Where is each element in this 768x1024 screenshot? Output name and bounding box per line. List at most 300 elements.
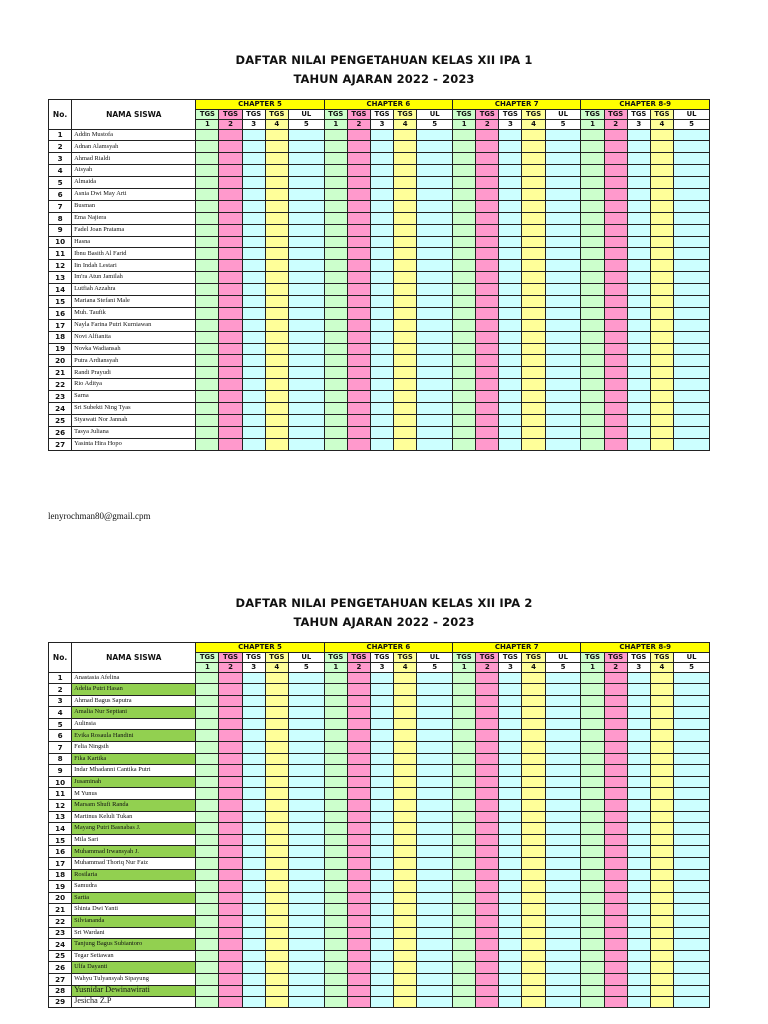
score-cell[interactable]	[581, 236, 604, 248]
score-cell[interactable]	[604, 295, 627, 307]
score-cell[interactable]	[674, 996, 710, 1007]
score-cell[interactable]	[476, 973, 499, 985]
score-cell[interactable]	[674, 695, 710, 707]
score-cell[interactable]	[650, 272, 673, 284]
score-cell[interactable]	[545, 272, 581, 284]
score-cell[interactable]	[288, 295, 324, 307]
score-cell[interactable]	[627, 260, 650, 272]
score-cell[interactable]	[324, 260, 347, 272]
score-cell[interactable]	[650, 129, 673, 141]
score-cell[interactable]	[394, 858, 417, 870]
score-cell[interactable]	[476, 730, 499, 742]
score-cell[interactable]	[265, 834, 288, 846]
score-cell[interactable]	[370, 307, 393, 319]
score-cell[interactable]	[219, 869, 242, 881]
score-cell[interactable]	[627, 367, 650, 379]
score-cell[interactable]	[242, 962, 265, 974]
score-cell[interactable]	[545, 742, 581, 754]
score-cell[interactable]	[265, 402, 288, 414]
score-cell[interactable]	[324, 402, 347, 414]
score-cell[interactable]	[219, 331, 242, 343]
score-cell[interactable]	[650, 319, 673, 331]
score-cell[interactable]	[324, 927, 347, 939]
score-cell[interactable]	[324, 177, 347, 189]
score-cell[interactable]	[242, 950, 265, 962]
score-cell[interactable]	[522, 858, 545, 870]
score-cell[interactable]	[242, 858, 265, 870]
score-cell[interactable]	[581, 823, 604, 835]
score-cell[interactable]	[242, 236, 265, 248]
score-cell[interactable]	[265, 881, 288, 893]
score-cell[interactable]	[522, 811, 545, 823]
score-cell[interactable]	[581, 881, 604, 893]
score-cell[interactable]	[499, 846, 522, 858]
score-cell[interactable]	[499, 414, 522, 426]
score-cell[interactable]	[476, 765, 499, 777]
score-cell[interactable]	[499, 438, 522, 450]
score-cell[interactable]	[347, 788, 370, 800]
score-cell[interactable]	[288, 753, 324, 765]
score-cell[interactable]	[288, 950, 324, 962]
score-cell[interactable]	[219, 823, 242, 835]
score-cell[interactable]	[370, 391, 393, 403]
score-cell[interactable]	[417, 892, 453, 904]
score-cell[interactable]	[394, 776, 417, 788]
score-cell[interactable]	[674, 742, 710, 754]
score-cell[interactable]	[288, 800, 324, 812]
score-cell[interactable]	[581, 391, 604, 403]
score-cell[interactable]	[265, 319, 288, 331]
score-cell[interactable]	[394, 915, 417, 927]
score-cell[interactable]	[476, 834, 499, 846]
score-cell[interactable]	[604, 188, 627, 200]
score-cell[interactable]	[604, 165, 627, 177]
score-cell[interactable]	[347, 672, 370, 684]
score-cell[interactable]	[453, 869, 476, 881]
score-cell[interactable]	[324, 765, 347, 777]
score-cell[interactable]	[394, 800, 417, 812]
score-cell[interactable]	[499, 129, 522, 141]
score-cell[interactable]	[370, 776, 393, 788]
score-cell[interactable]	[674, 272, 710, 284]
score-cell[interactable]	[324, 212, 347, 224]
score-cell[interactable]	[288, 823, 324, 835]
score-cell[interactable]	[242, 753, 265, 765]
score-cell[interactable]	[288, 834, 324, 846]
score-cell[interactable]	[288, 129, 324, 141]
score-cell[interactable]	[627, 236, 650, 248]
score-cell[interactable]	[370, 707, 393, 719]
score-cell[interactable]	[265, 823, 288, 835]
score-cell[interactable]	[242, 379, 265, 391]
score-cell[interactable]	[417, 800, 453, 812]
score-cell[interactable]	[196, 672, 219, 684]
score-cell[interactable]	[394, 177, 417, 189]
score-cell[interactable]	[674, 753, 710, 765]
score-cell[interactable]	[650, 869, 673, 881]
score-cell[interactable]	[453, 765, 476, 777]
score-cell[interactable]	[347, 985, 370, 996]
score-cell[interactable]	[370, 177, 393, 189]
score-cell[interactable]	[242, 800, 265, 812]
score-cell[interactable]	[499, 379, 522, 391]
score-cell[interactable]	[196, 177, 219, 189]
score-cell[interactable]	[581, 141, 604, 153]
score-cell[interactable]	[288, 695, 324, 707]
score-cell[interactable]	[417, 141, 453, 153]
score-cell[interactable]	[604, 869, 627, 881]
score-cell[interactable]	[242, 260, 265, 272]
score-cell[interactable]	[196, 402, 219, 414]
score-cell[interactable]	[674, 319, 710, 331]
score-cell[interactable]	[417, 224, 453, 236]
score-cell[interactable]	[417, 319, 453, 331]
score-cell[interactable]	[453, 811, 476, 823]
score-cell[interactable]	[370, 834, 393, 846]
score-cell[interactable]	[499, 307, 522, 319]
score-cell[interactable]	[650, 260, 673, 272]
score-cell[interactable]	[545, 776, 581, 788]
score-cell[interactable]	[324, 165, 347, 177]
score-cell[interactable]	[581, 858, 604, 870]
score-cell[interactable]	[581, 224, 604, 236]
score-cell[interactable]	[219, 367, 242, 379]
score-cell[interactable]	[627, 962, 650, 974]
score-cell[interactable]	[324, 684, 347, 696]
score-cell[interactable]	[242, 846, 265, 858]
score-cell[interactable]	[219, 272, 242, 284]
score-cell[interactable]	[674, 927, 710, 939]
score-cell[interactable]	[370, 684, 393, 696]
score-cell[interactable]	[347, 295, 370, 307]
score-cell[interactable]	[522, 881, 545, 893]
score-cell[interactable]	[476, 742, 499, 754]
score-cell[interactable]	[196, 272, 219, 284]
score-cell[interactable]	[347, 379, 370, 391]
score-cell[interactable]	[522, 260, 545, 272]
score-cell[interactable]	[499, 402, 522, 414]
score-cell[interactable]	[219, 973, 242, 985]
score-cell[interactable]	[394, 730, 417, 742]
score-cell[interactable]	[627, 165, 650, 177]
score-cell[interactable]	[196, 823, 219, 835]
score-cell[interactable]	[324, 730, 347, 742]
score-cell[interactable]	[417, 939, 453, 951]
score-cell[interactable]	[674, 165, 710, 177]
score-cell[interactable]	[522, 402, 545, 414]
score-cell[interactable]	[674, 129, 710, 141]
score-cell[interactable]	[370, 331, 393, 343]
score-cell[interactable]	[394, 188, 417, 200]
score-cell[interactable]	[242, 248, 265, 260]
score-cell[interactable]	[545, 331, 581, 343]
score-cell[interactable]	[370, 672, 393, 684]
score-cell[interactable]	[219, 695, 242, 707]
score-cell[interactable]	[347, 881, 370, 893]
score-cell[interactable]	[242, 811, 265, 823]
score-cell[interactable]	[522, 426, 545, 438]
score-cell[interactable]	[288, 788, 324, 800]
score-cell[interactable]	[674, 800, 710, 812]
score-cell[interactable]	[394, 985, 417, 996]
score-cell[interactable]	[453, 272, 476, 284]
score-cell[interactable]	[394, 881, 417, 893]
score-cell[interactable]	[242, 307, 265, 319]
score-cell[interactable]	[347, 129, 370, 141]
score-cell[interactable]	[476, 858, 499, 870]
score-cell[interactable]	[288, 177, 324, 189]
score-cell[interactable]	[394, 391, 417, 403]
score-cell[interactable]	[196, 426, 219, 438]
score-cell[interactable]	[604, 811, 627, 823]
score-cell[interactable]	[196, 881, 219, 893]
score-cell[interactable]	[265, 236, 288, 248]
score-cell[interactable]	[394, 811, 417, 823]
score-cell[interactable]	[242, 915, 265, 927]
score-cell[interactable]	[265, 939, 288, 951]
score-cell[interactable]	[265, 684, 288, 696]
score-cell[interactable]	[394, 153, 417, 165]
score-cell[interactable]	[674, 248, 710, 260]
score-cell[interactable]	[324, 869, 347, 881]
score-cell[interactable]	[545, 224, 581, 236]
score-cell[interactable]	[453, 939, 476, 951]
score-cell[interactable]	[650, 881, 673, 893]
score-cell[interactable]	[545, 177, 581, 189]
score-cell[interactable]	[347, 177, 370, 189]
score-cell[interactable]	[347, 765, 370, 777]
score-cell[interactable]	[242, 188, 265, 200]
score-cell[interactable]	[242, 331, 265, 343]
score-cell[interactable]	[219, 800, 242, 812]
score-cell[interactable]	[219, 188, 242, 200]
score-cell[interactable]	[499, 985, 522, 996]
score-cell[interactable]	[499, 188, 522, 200]
score-cell[interactable]	[545, 319, 581, 331]
score-cell[interactable]	[288, 904, 324, 916]
score-cell[interactable]	[347, 355, 370, 367]
score-cell[interactable]	[476, 343, 499, 355]
score-cell[interactable]	[347, 284, 370, 296]
score-cell[interactable]	[627, 414, 650, 426]
score-cell[interactable]	[604, 695, 627, 707]
score-cell[interactable]	[370, 379, 393, 391]
score-cell[interactable]	[499, 811, 522, 823]
score-cell[interactable]	[196, 996, 219, 1007]
score-cell[interactable]	[219, 834, 242, 846]
score-cell[interactable]	[476, 927, 499, 939]
score-cell[interactable]	[324, 153, 347, 165]
score-cell[interactable]	[545, 846, 581, 858]
score-cell[interactable]	[650, 985, 673, 996]
score-cell[interactable]	[370, 236, 393, 248]
score-cell[interactable]	[370, 730, 393, 742]
score-cell[interactable]	[650, 695, 673, 707]
score-cell[interactable]	[265, 892, 288, 904]
score-cell[interactable]	[453, 414, 476, 426]
score-cell[interactable]	[265, 927, 288, 939]
score-cell[interactable]	[581, 834, 604, 846]
score-cell[interactable]	[219, 718, 242, 730]
score-cell[interactable]	[545, 402, 581, 414]
score-cell[interactable]	[417, 962, 453, 974]
score-cell[interactable]	[196, 141, 219, 153]
score-cell[interactable]	[627, 765, 650, 777]
score-cell[interactable]	[324, 367, 347, 379]
score-cell[interactable]	[650, 236, 673, 248]
score-cell[interactable]	[417, 823, 453, 835]
score-cell[interactable]	[219, 402, 242, 414]
score-cell[interactable]	[370, 939, 393, 951]
score-cell[interactable]	[627, 355, 650, 367]
score-cell[interactable]	[453, 426, 476, 438]
score-cell[interactable]	[324, 343, 347, 355]
score-cell[interactable]	[674, 718, 710, 730]
score-cell[interactable]	[347, 811, 370, 823]
score-cell[interactable]	[417, 881, 453, 893]
score-cell[interactable]	[453, 129, 476, 141]
score-cell[interactable]	[370, 414, 393, 426]
score-cell[interactable]	[453, 753, 476, 765]
score-cell[interactable]	[545, 800, 581, 812]
score-cell[interactable]	[545, 212, 581, 224]
score-cell[interactable]	[242, 684, 265, 696]
score-cell[interactable]	[347, 950, 370, 962]
score-cell[interactable]	[324, 248, 347, 260]
score-cell[interactable]	[288, 438, 324, 450]
score-cell[interactable]	[265, 788, 288, 800]
score-cell[interactable]	[650, 307, 673, 319]
score-cell[interactable]	[627, 707, 650, 719]
score-cell[interactable]	[219, 742, 242, 754]
score-cell[interactable]	[476, 331, 499, 343]
score-cell[interactable]	[370, 753, 393, 765]
score-cell[interactable]	[394, 331, 417, 343]
score-cell[interactable]	[545, 153, 581, 165]
score-cell[interactable]	[650, 800, 673, 812]
score-cell[interactable]	[370, 200, 393, 212]
score-cell[interactable]	[417, 996, 453, 1007]
score-cell[interactable]	[417, 765, 453, 777]
score-cell[interactable]	[324, 753, 347, 765]
score-cell[interactable]	[219, 730, 242, 742]
score-cell[interactable]	[394, 200, 417, 212]
score-cell[interactable]	[347, 892, 370, 904]
score-cell[interactable]	[324, 695, 347, 707]
score-cell[interactable]	[288, 985, 324, 996]
score-cell[interactable]	[347, 939, 370, 951]
score-cell[interactable]	[627, 881, 650, 893]
score-cell[interactable]	[674, 414, 710, 426]
score-cell[interactable]	[324, 858, 347, 870]
score-cell[interactable]	[453, 200, 476, 212]
score-cell[interactable]	[453, 236, 476, 248]
score-cell[interactable]	[324, 846, 347, 858]
score-cell[interactable]	[219, 236, 242, 248]
score-cell[interactable]	[347, 224, 370, 236]
score-cell[interactable]	[417, 904, 453, 916]
score-cell[interactable]	[650, 996, 673, 1007]
score-cell[interactable]	[650, 212, 673, 224]
score-cell[interactable]	[476, 260, 499, 272]
score-cell[interactable]	[522, 962, 545, 974]
score-cell[interactable]	[453, 438, 476, 450]
score-cell[interactable]	[499, 927, 522, 939]
score-cell[interactable]	[627, 141, 650, 153]
score-cell[interactable]	[674, 331, 710, 343]
score-cell[interactable]	[522, 765, 545, 777]
score-cell[interactable]	[627, 834, 650, 846]
score-cell[interactable]	[499, 765, 522, 777]
score-cell[interactable]	[674, 438, 710, 450]
score-cell[interactable]	[650, 284, 673, 296]
score-cell[interactable]	[604, 730, 627, 742]
score-cell[interactable]	[288, 224, 324, 236]
score-cell[interactable]	[417, 718, 453, 730]
score-cell[interactable]	[499, 707, 522, 719]
score-cell[interactable]	[627, 846, 650, 858]
score-cell[interactable]	[196, 985, 219, 996]
score-cell[interactable]	[499, 391, 522, 403]
score-cell[interactable]	[370, 788, 393, 800]
score-cell[interactable]	[499, 996, 522, 1007]
score-cell[interactable]	[394, 379, 417, 391]
score-cell[interactable]	[347, 438, 370, 450]
score-cell[interactable]	[627, 927, 650, 939]
score-cell[interactable]	[242, 823, 265, 835]
score-cell[interactable]	[674, 367, 710, 379]
score-cell[interactable]	[265, 672, 288, 684]
score-cell[interactable]	[674, 684, 710, 696]
score-cell[interactable]	[499, 212, 522, 224]
score-cell[interactable]	[674, 284, 710, 296]
score-cell[interactable]	[288, 331, 324, 343]
score-cell[interactable]	[522, 391, 545, 403]
score-cell[interactable]	[242, 284, 265, 296]
score-cell[interactable]	[219, 295, 242, 307]
score-cell[interactable]	[417, 272, 453, 284]
score-cell[interactable]	[650, 414, 673, 426]
score-cell[interactable]	[394, 343, 417, 355]
score-cell[interactable]	[650, 927, 673, 939]
score-cell[interactable]	[581, 742, 604, 754]
score-cell[interactable]	[417, 129, 453, 141]
score-cell[interactable]	[545, 788, 581, 800]
score-cell[interactable]	[196, 776, 219, 788]
score-cell[interactable]	[604, 996, 627, 1007]
score-cell[interactable]	[219, 707, 242, 719]
score-cell[interactable]	[219, 753, 242, 765]
score-cell[interactable]	[394, 742, 417, 754]
score-cell[interactable]	[604, 319, 627, 331]
score-cell[interactable]	[219, 904, 242, 916]
score-cell[interactable]	[581, 718, 604, 730]
score-cell[interactable]	[370, 426, 393, 438]
score-cell[interactable]	[545, 414, 581, 426]
score-cell[interactable]	[242, 672, 265, 684]
score-cell[interactable]	[196, 236, 219, 248]
score-cell[interactable]	[627, 438, 650, 450]
score-cell[interactable]	[650, 391, 673, 403]
score-cell[interactable]	[417, 402, 453, 414]
score-cell[interactable]	[196, 295, 219, 307]
score-cell[interactable]	[627, 950, 650, 962]
score-cell[interactable]	[219, 379, 242, 391]
score-cell[interactable]	[650, 355, 673, 367]
score-cell[interactable]	[417, 776, 453, 788]
score-cell[interactable]	[476, 776, 499, 788]
score-cell[interactable]	[394, 996, 417, 1007]
